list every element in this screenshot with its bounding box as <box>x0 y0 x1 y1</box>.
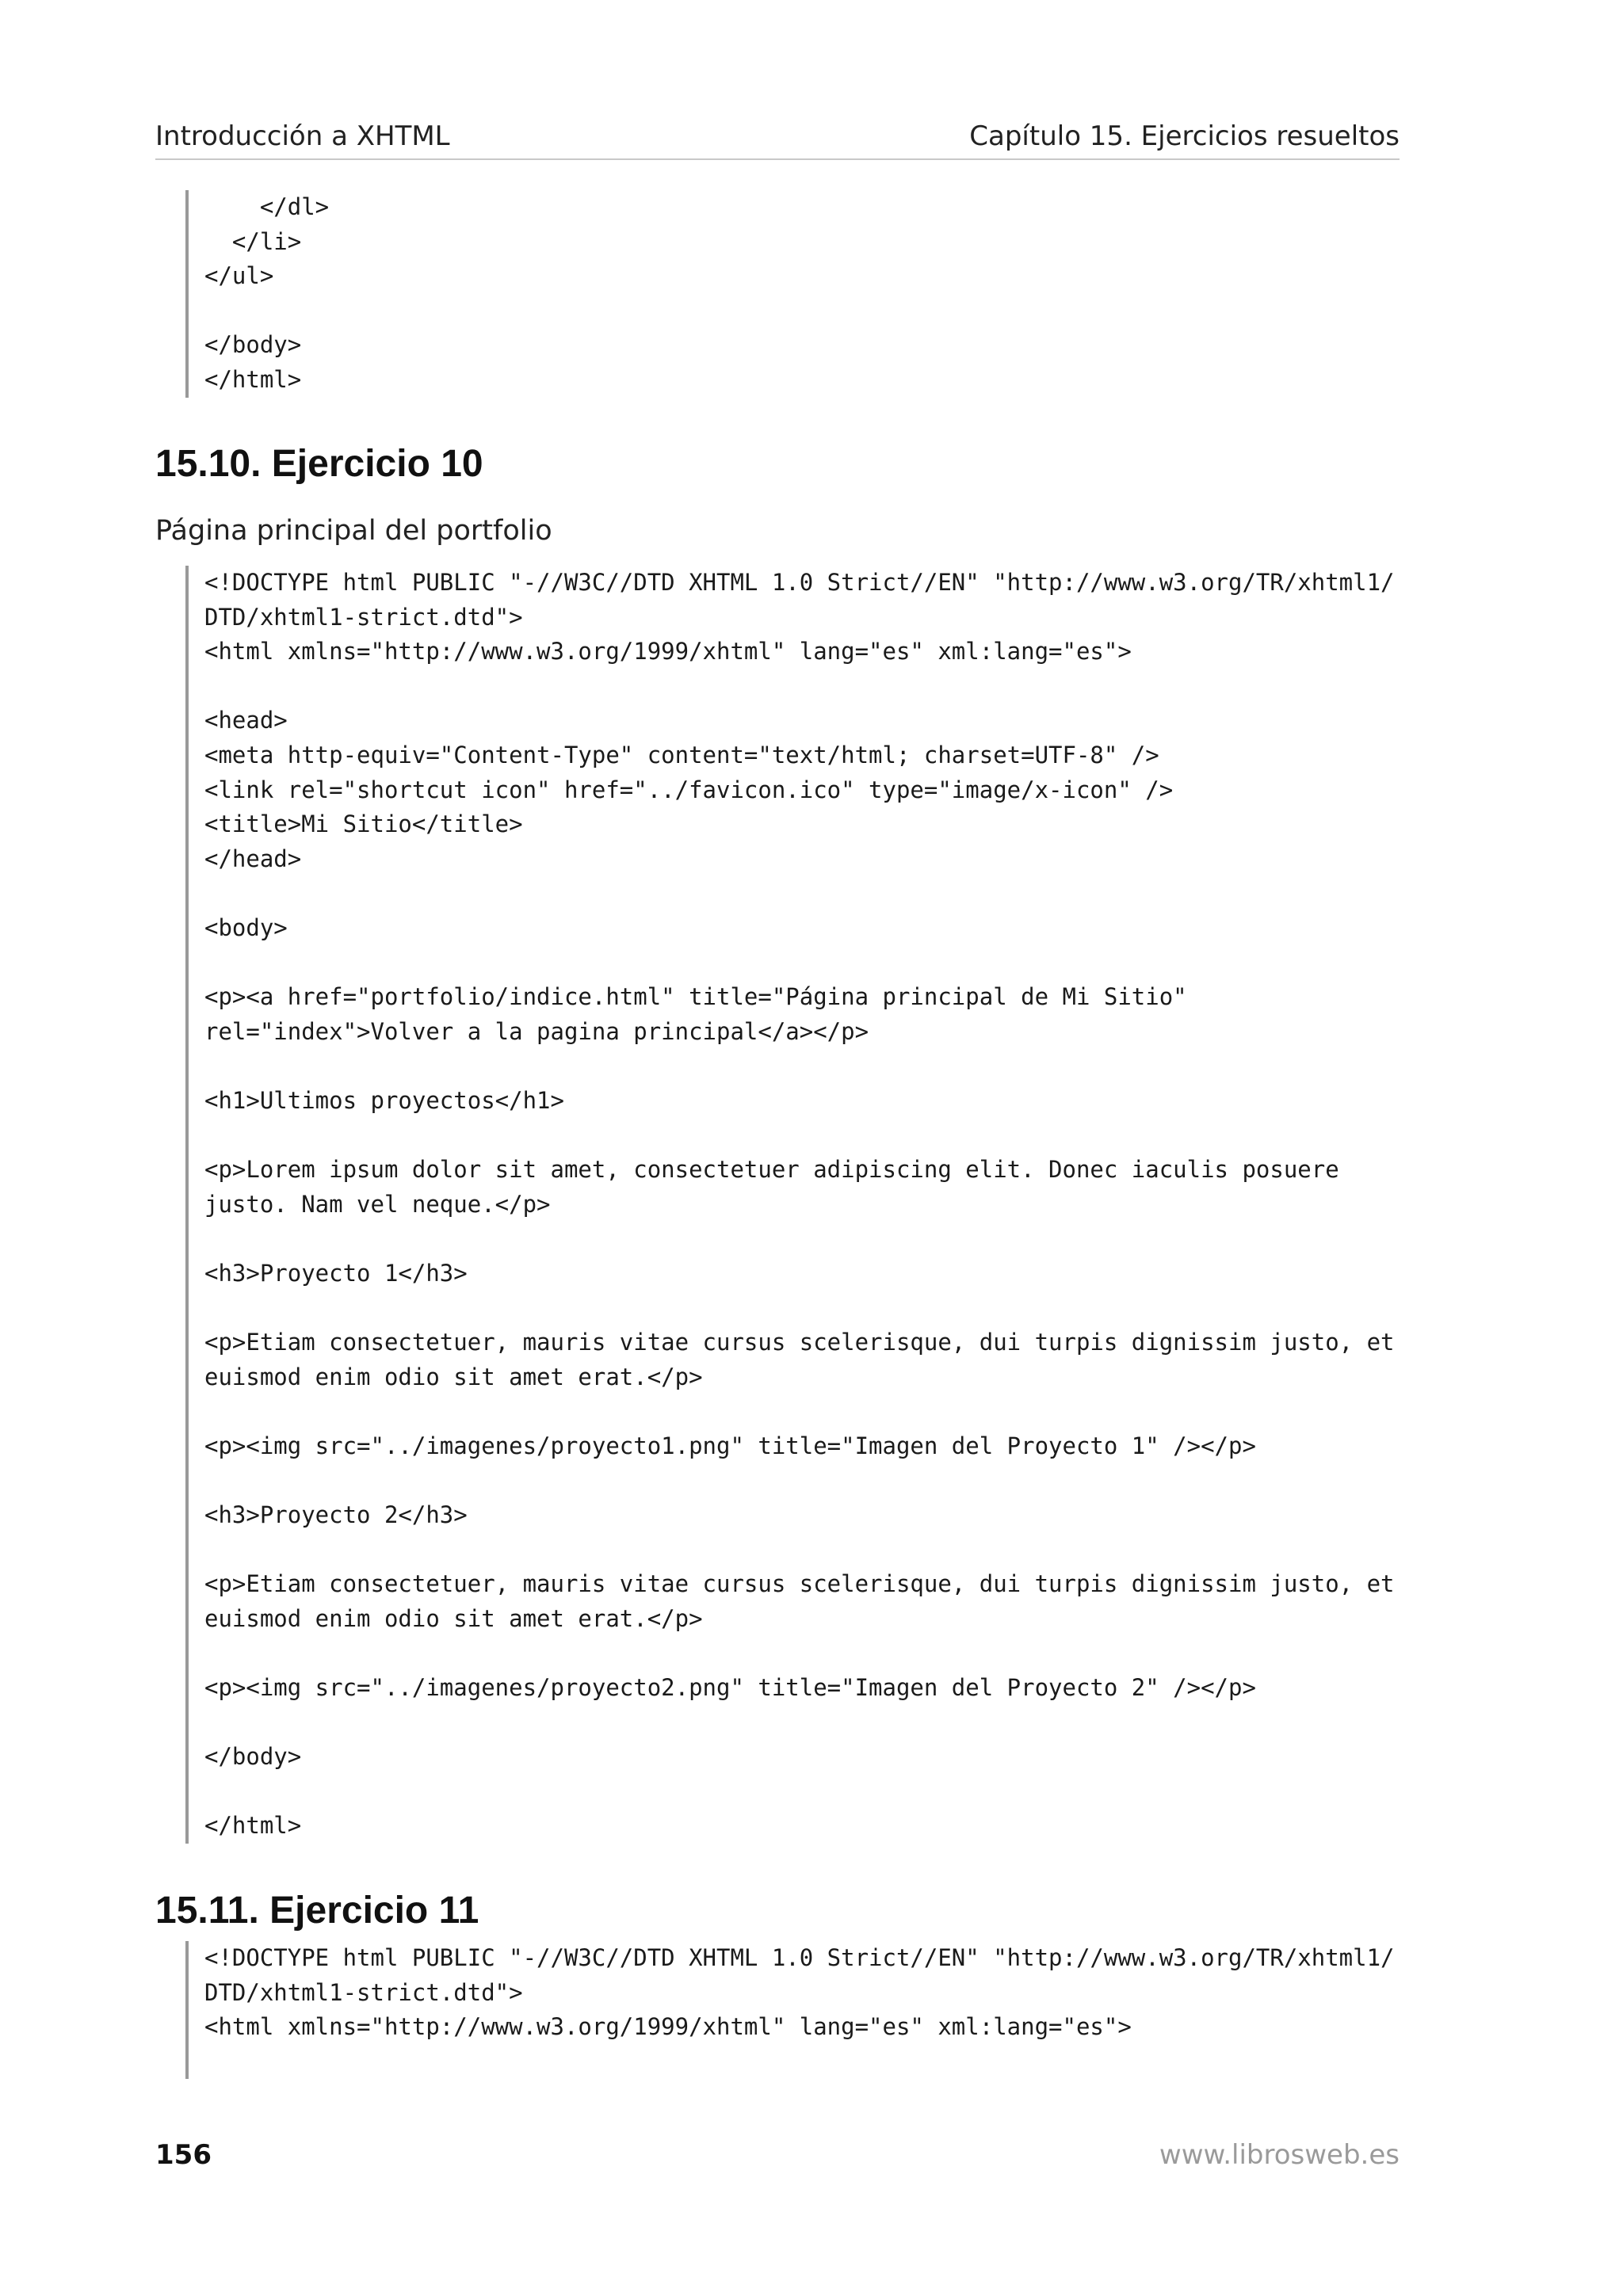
section-11-title: 15.11. Ejercicio 11 <box>155 1890 479 1932</box>
code-line: <!DOCTYPE html PUBLIC "-//W3C//DTD XHTML 1.0 Strict//EN" "http://www.w3.org/TR/xhtml1/ <box>204 1944 1395 1971</box>
site-url: www.librosweb.es <box>1159 2139 1400 2171</box>
code-line: <p>Lorem ipsum dolor sit amet, consectetuer adipiscing elit. Donec iaculis posuere <box>204 1156 1339 1184</box>
code-line: <p><a href="portfolio/indice.html" title="Página principal de Mi Sitio" <box>204 983 1187 1011</box>
code-line: DTD/xhtml1-strict.dtd"> <box>204 1978 523 2006</box>
code-line: <h3>Proyecto 1</h3> <box>204 1259 468 1287</box>
code-block-section-11 <box>185 1941 1395 2079</box>
code-line: </body> <box>204 1743 302 1771</box>
code-line <box>204 946 1395 981</box>
code-line: <meta http-equiv="Content-Type" content="text/html; charset=UTF-8" /> <box>204 741 1159 769</box>
code-line: </body> <box>204 331 302 359</box>
code-line: </head> <box>204 845 302 872</box>
code-line <box>204 876 1395 911</box>
code-line <box>204 1706 1395 1741</box>
chapter-title: Capítulo 15. Ejercicios resueltos <box>969 120 1400 152</box>
code-line: <title>Mi Sitio</title> <box>204 810 523 838</box>
code-line <box>204 1291 1395 1325</box>
code-line: DTD/xhtml1-strict.dtd"> <box>204 603 523 631</box>
code-block-section-10 <box>185 566 1395 1844</box>
page-header <box>155 119 1400 160</box>
code-line: <head> <box>204 707 288 734</box>
code-line <box>204 294 329 329</box>
code-line: justo. Nam vel neque.</p> <box>204 1190 551 1218</box>
code-line <box>204 1222 1395 1257</box>
code-line <box>204 1775 1395 1810</box>
section-10-subtitle: Página principal del portfolio <box>155 515 552 547</box>
code-line <box>204 669 1395 704</box>
code-line: </li> <box>204 227 302 255</box>
code-line <box>204 1049 1395 1084</box>
code-line <box>204 1533 1395 1568</box>
code-line: <h1>Ultimos proyectos</h1> <box>204 1086 564 1114</box>
code-line: rel="index">Volver a la pagina principal</a></p> <box>204 1017 869 1045</box>
code-line: <link rel="shortcut icon" href="../favicon.ico" type="image/x-icon" /> <box>204 776 1174 803</box>
code-line: <p><img src="../imagenes/proyecto2.png" title="Imagen del Proyecto 2" /></p> <box>204 1674 1256 1701</box>
code-line: <html xmlns="http://www.w3.org/1999/xhtml" lang="es" xml:lang="es"> <box>204 638 1132 666</box>
code-line: </ul> <box>204 262 274 290</box>
code-line: <html xmlns="http://www.w3.org/1999/xhtml" lang="es" xml:lang="es"> <box>204 2013 1132 2041</box>
code-line <box>204 1394 1395 1429</box>
code-line: <p><img src="../imagenes/proyecto1.png" title="Imagen del Proyecto 1" /></p> <box>204 1432 1256 1459</box>
code-line: <body> <box>204 913 288 941</box>
section-10-title: 15.10. Ejercicio 10 <box>155 443 483 485</box>
code-line: euismod enim odio sit amet erat.</p> <box>204 1363 703 1390</box>
code-line: euismod enim odio sit amet erat.</p> <box>204 1604 703 1632</box>
page-number: 156 <box>155 2139 212 2171</box>
code-line: <!DOCTYPE html PUBLIC "-//W3C//DTD XHTML 1.0 Strict//EN" "http://www.w3.org/TR/xhtml1/ <box>204 569 1395 596</box>
code-line: <h3>Proyecto 2</h3> <box>204 1501 468 1529</box>
code-line <box>204 1119 1395 1154</box>
code-line <box>204 1636 1395 1671</box>
code-line <box>204 1463 1395 1498</box>
book-title: Introducción a XHTML <box>155 120 450 152</box>
code-line: <p>Etiam consectetuer, mauris vitae cursus scelerisque, dui turpis dignissim justo, et <box>204 1329 1395 1356</box>
code-block-top <box>185 190 329 398</box>
code-line: </dl> <box>204 193 330 220</box>
code-line: </html> <box>204 365 302 393</box>
code-line <box>204 2045 1395 2080</box>
code-line: </html> <box>204 1812 302 1840</box>
code-line: <p>Etiam consectetuer, mauris vitae cursus scelerisque, dui turpis dignissim justo, et <box>204 1570 1395 1598</box>
